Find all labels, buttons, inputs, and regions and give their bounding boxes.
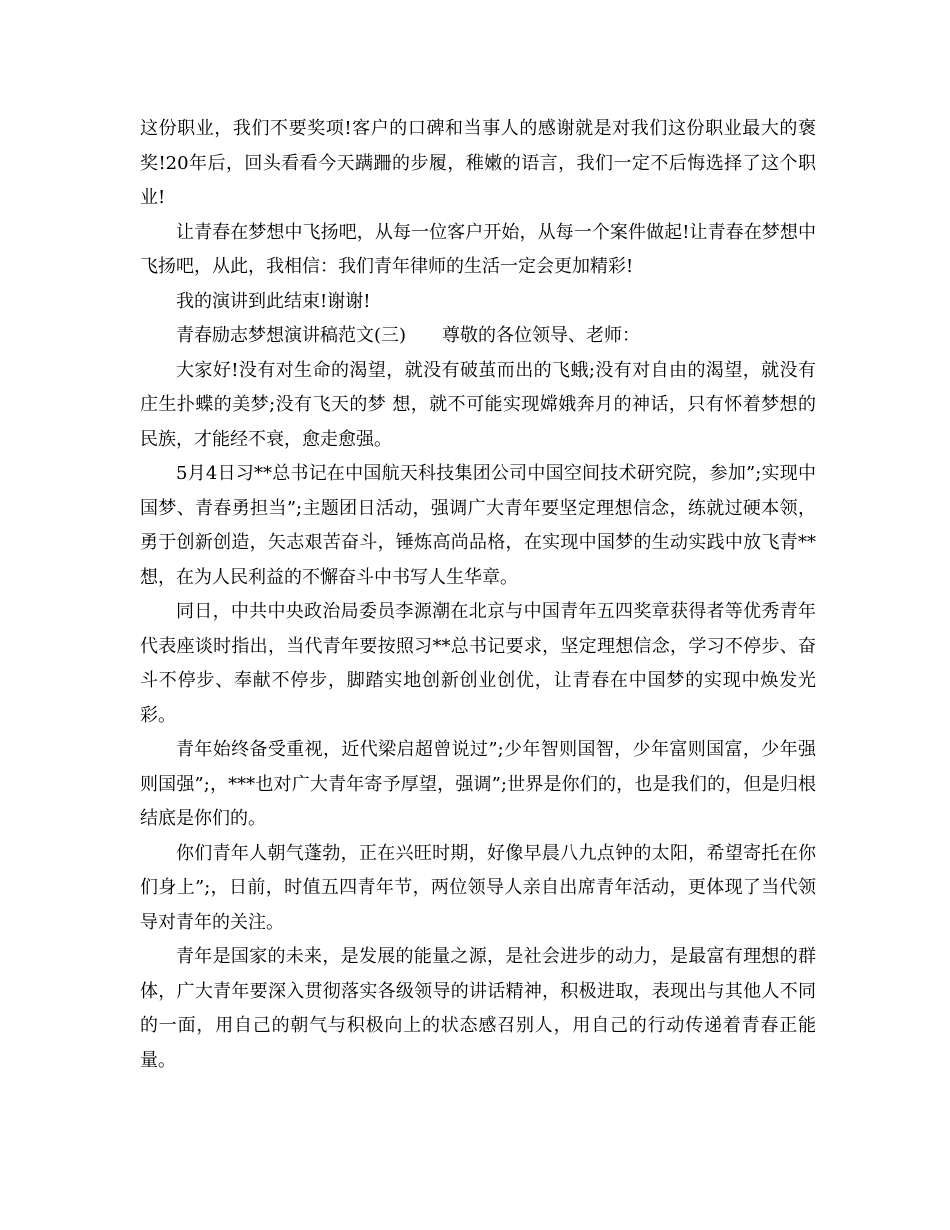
paragraph: 青年始终备受重视，近代梁启超曾说过”;少年智则国智，少年富则国富，少年强则国强”;，***也对广大青年寄予厚望，强调”;世界是你们的，也是我们的，但是归根结底是你们的。 <box>140 739 816 829</box>
paragraph: 这份职业，我们不要奖项!客户的口碑和当事人的感谢就是对我们这份职业最大的褒奖!20年后，回头看看今天蹒跚的步履，稚嫩的语言，我们一定不后悔选择了这个职业! <box>140 118 816 208</box>
paragraph: 同日，中共中央政治局委员李源潮在北京与中国青年五四奖章获得者等优秀青年代表座谈时指出，当代青年要按照习**总书记要求，坚定理想信念，学习不停步、奋斗不停步、奉献不停步，脚踏实地创新创业创优，让青春在中国梦的实现中焕发光彩。 <box>140 601 816 726</box>
paragraph: 我的演讲到此结束!谢谢! <box>176 290 371 312</box>
paragraph: 你们青年人朝气蓬勃，正在兴旺时期，好像早晨八九点钟的太阳，希望寄托在你们身上”;，日前，时值五四青年节，两位领导人亲自出席青年活动，更体现了当代领导对青年的关注。 <box>140 842 816 933</box>
document-body <box>140 112 816 1078</box>
paragraph: 让青春在梦想中飞扬吧，从每一位客户开始，从每一个案件做起!让青春在梦想中飞扬吧，从此，我相信：我们青年律师的生活一定会更加精彩! <box>140 221 816 277</box>
paragraph: 大家好!没有对生命的渴望，就没有破茧而出的飞蛾;没有对自由的渴望，就没有庄生扑蝶的美梦;没有飞天的梦 想，就不可能实现嫦娥奔月的神话，只有怀着梦想的民族，才能经不衰，愈走愈强。 <box>140 359 816 450</box>
paragraph: 青春励志梦想演讲稿范文(三) 尊敬的各位领导、老师： <box>176 325 641 346</box>
paragraph: 青年是国家的未来，是发展的能量之源，是社会进步的动力，是最富有理想的群体，广大青年要深入贯彻落实各级领导的讲话精神，积极进取，表现出与其他人不同的一面，用自己的朝气与积极向上的状态感召别人，用自己的行动传递着青春正能量。 <box>140 946 816 1071</box>
paragraph: 5月4日习**总书记在中国航天科技集团公司中国空间技术研究院，参加”;实现中国梦、青春勇担当”;主题团日活动，强调广大青年要坚定理想信念，练就过硬本领，勇于创新创造，矢志艰苦奋斗，锤炼高尚品格，在实现中国梦的生动实践中放飞青**想，在为人民利益的不懈奋斗中书写人生华章。 <box>140 463 816 588</box>
